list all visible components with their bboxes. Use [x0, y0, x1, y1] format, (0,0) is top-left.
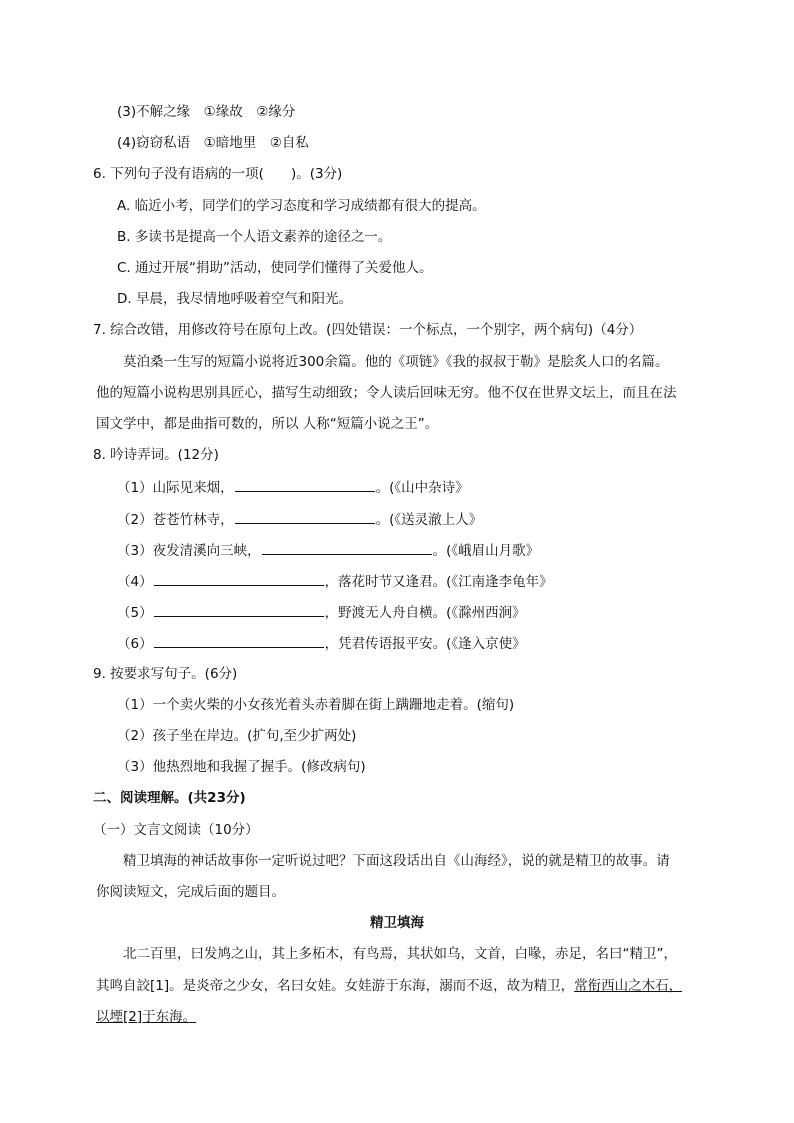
q8-item-pre: 山际见来烟， — [152, 480, 234, 496]
q7-passage-line-3: 国文学中，都是曲指可数的，所以 人称“短篇小说之王”。 — [96, 416, 439, 432]
q8-item-post: 。(《山中杂诗》 — [375, 480, 469, 496]
q7-stem: 7. 综合改错，用修改符号在原句上改。(四处错误：一个标点，一个别字，两个病句)（4分） — [93, 322, 643, 338]
q5-item-3: (3)不解之缘 ①缘故 ②缘分 — [117, 104, 296, 120]
passage-text: 其鸣自詨[1]。是炎帝之少女，名曰女娃。女娃游于东海，溺而不返，故为精卫， — [96, 978, 575, 994]
q7-passage-line-1: 莫泊桑一生写的短篇小说将近300余篇。他的《项链》《我的叔叔于勒》是脍炙人口的名篇。 — [123, 354, 669, 370]
q8-item-num: （3） — [117, 543, 153, 559]
q8-item-2 — [117, 508, 482, 530]
q9-stem: 9. 按要求写句子。(6分) — [93, 666, 238, 682]
q6-option-c: C. 通过开展“捐助”活动，使同学们懂得了关爱他人。 — [117, 260, 433, 276]
q6-option-b: B. 多读书是提高一个人语文素养的途径之一。 — [117, 229, 392, 245]
subsection-heading: （一）文言文阅读（10分） — [93, 822, 259, 838]
q8-item-5 — [117, 601, 526, 623]
q9-item-3: （3）他热烈地和我握了握手。(修改病句) — [117, 759, 366, 775]
answer-blank[interactable] — [154, 601, 324, 617]
q8-item-num: （5） — [117, 605, 153, 621]
passage-title: 精卫填海 — [370, 915, 424, 931]
q8-stem: 8. 吟诗弄词。(12分) — [93, 447, 219, 463]
q8-item-pre: 苍苍竹林寺， — [152, 512, 234, 528]
q8-item-3 — [117, 539, 539, 561]
q8-item-num: （2） — [117, 512, 153, 528]
q6-stem: 6. 下列句子没有语病的一项( )。(3分) — [93, 166, 343, 182]
q8-item-post: ，凭君传语报平安。(《逢入京使》 — [324, 636, 526, 652]
answer-blank[interactable] — [235, 508, 375, 524]
answer-blank[interactable] — [154, 632, 324, 648]
q5-item-4: (4)窃窃私语 ①暗地里 ②自私 — [117, 135, 309, 151]
intro-line-2: 你阅读短文，完成后面的题目。 — [96, 884, 285, 900]
answer-blank[interactable] — [262, 539, 432, 555]
q9-item-1: （1）一个卖火柴的小女孩光着头赤着脚在街上蹒跚地走着。(缩句) — [117, 697, 515, 713]
q8-item-1 — [117, 476, 469, 498]
q8-item-4 — [117, 570, 553, 592]
q8-item-num: （6） — [117, 636, 153, 652]
answer-blank[interactable] — [154, 570, 324, 586]
q9-item-2: （2）孩子坐在岸边。(扩句,至少扩两处) — [117, 728, 357, 744]
q8-item-post: ，落花时节又逢君。(《江南逢李龟年》 — [324, 574, 553, 590]
q6-option-a: A. 临近小考，同学们的学习态度和学习成绩都有很大的提高。 — [117, 198, 486, 214]
q8-item-6 — [117, 632, 526, 654]
q8-item-post: 。(《送灵澈上人》 — [375, 512, 483, 528]
q8-item-post: 。(《峨眉山月歌》 — [432, 543, 540, 559]
section-heading: 二、阅读理解。(共23分) — [93, 790, 246, 806]
q8-item-num: （4） — [117, 574, 153, 590]
answer-blank[interactable] — [235, 476, 375, 492]
underlined-sentence: 常衔西山之木石， — [574, 978, 683, 994]
q8-item-num: （1） — [117, 480, 153, 496]
q7-passage-line-2: 他的短篇小说构思别具匠心，描写生动细致；令人读后回味无穷。他不仅在世界文坛上，而且在法 — [96, 385, 677, 401]
passage-line-2 — [96, 976, 682, 996]
q8-item-pre: 夜发清溪向三峡， — [152, 543, 261, 559]
passage-line-3: 以堙[2]于东海。 — [96, 1009, 197, 1025]
q6-option-d: D. 早晨，我尽情地呼吸着空气和阳光。 — [117, 291, 352, 307]
passage-line-1: 北二百里，曰发鸠之山，其上多柘木，有鸟焉，其状如乌，文首，白喙，赤足，名曰“精卫”， — [123, 946, 677, 962]
intro-line-1: 精卫填海的神话故事你一定听说过吧？下面这段话出自《山海经》，说的就是精卫的故事。请 — [123, 853, 670, 869]
q8-item-post: ，野渡无人舟自横。(《滁州西涧》 — [324, 605, 526, 621]
